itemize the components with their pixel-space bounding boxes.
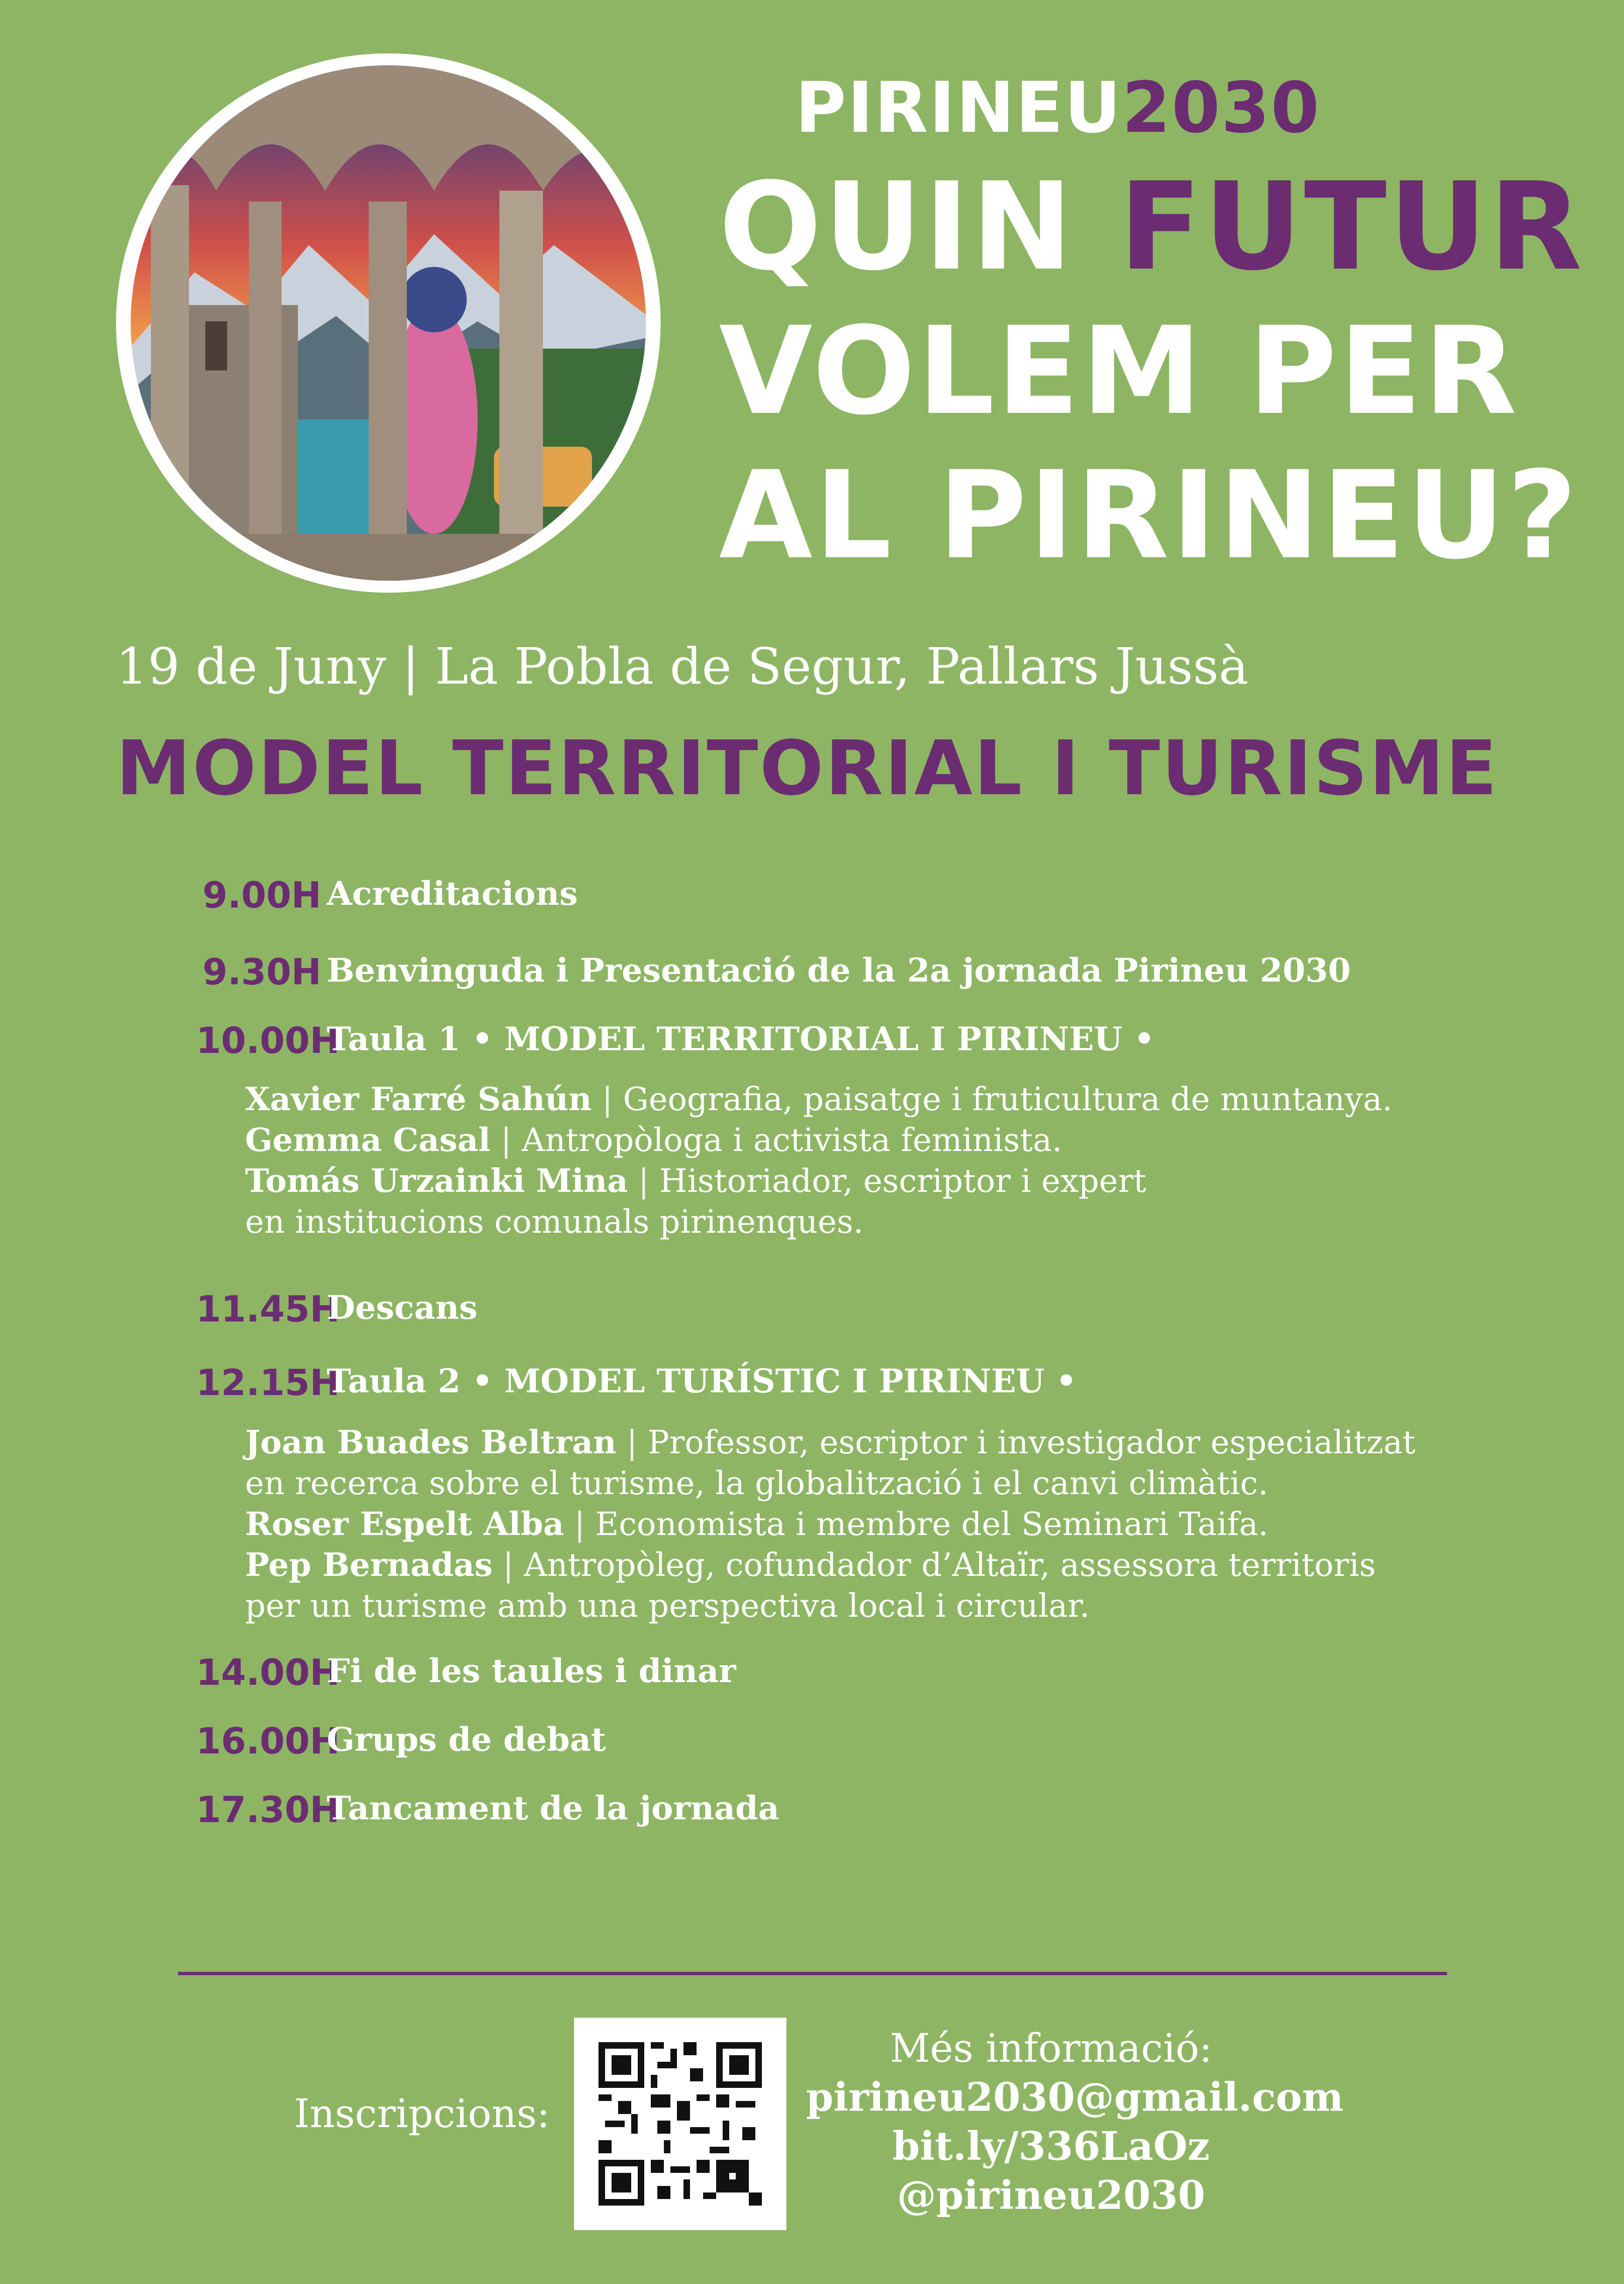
schedule-time: 9.00H	[202, 874, 321, 916]
schedule-item: Benvinguda i Presentació de la 2a jornada Pirineu 2030	[327, 952, 1351, 990]
schedule-time: 10.00H	[196, 1020, 340, 1062]
cloister-photo-collage	[116, 53, 661, 593]
headline-line-2: VOLEM PER	[719, 301, 1519, 442]
speaker-entry	[245, 1160, 1146, 1201]
speaker-name: Gemma Casal	[245, 1121, 491, 1159]
brand-name: PIRINEU	[795, 68, 1122, 149]
headline	[719, 155, 1617, 588]
speaker-name: Pep Bernadas	[245, 1546, 493, 1583]
speaker-name: Joan Buades Beltran	[245, 1423, 616, 1461]
more-info-label: Més informació:	[889, 2025, 1213, 2071]
footer-divider	[178, 1972, 1447, 1975]
speaker-description: Economista i membre del Seminari Taifa.	[595, 1505, 1269, 1543]
schedule-time: 12.15H	[196, 1362, 340, 1404]
speaker-entry	[245, 1119, 1062, 1160]
speaker-entry	[245, 1503, 1268, 1544]
schedule-time: 9.30H	[202, 951, 321, 993]
speaker-description-continued: per un turisme amb una perspectiva local i circular.	[245, 1587, 1090, 1624]
speaker-entry	[245, 1544, 1376, 1585]
speaker-description-continued: en institucions comunals pirinenques.	[245, 1203, 864, 1240]
schedule-time: 16.00H	[196, 1720, 340, 1762]
speaker-description: Professor, escriptor i investigador especialitzat	[648, 1423, 1416, 1461]
section-title: MODEL TERRITORIAL I TURISME	[116, 724, 1499, 812]
separator: |	[574, 1505, 585, 1543]
speaker-description-continued: en recerca sobre el turisme, la globalització i el canvi climàtic.	[245, 1464, 1268, 1502]
schedule-item-table-2: Taula 2 • MODEL TURÍSTIC I PIRINEU •	[327, 1362, 1077, 1400]
qr-code[interactable]	[574, 2018, 786, 2230]
schedule-item: Descans	[327, 1289, 478, 1327]
separator: |	[626, 1423, 638, 1461]
separator: |	[602, 1080, 613, 1118]
separator: |	[503, 1546, 514, 1583]
headline-futur: FUTUR	[1119, 157, 1585, 297]
headline-line-3: AL PIRINEU?	[719, 446, 1579, 586]
schedule-item-table-1: Taula 1 • MODEL TERRITORIAL I PIRINEU •	[327, 1020, 1155, 1058]
schedule-time: 14.00H	[196, 1652, 340, 1694]
contact-handle[interactable]: @pirineu2030	[897, 2172, 1205, 2218]
schedule-time: 11.45H	[196, 1288, 340, 1330]
contact-link[interactable]: bit.ly/336LaOz	[892, 2123, 1210, 2169]
speaker-description: Antropòloga i activista feminista.	[522, 1121, 1063, 1159]
speaker-entry	[245, 1422, 1415, 1463]
schedule-time: 17.30H	[196, 1789, 340, 1831]
speaker-name: Tomás Urzainki Mina	[245, 1162, 628, 1199]
speaker-entry	[245, 1079, 1393, 1119]
speaker-description: Geografia, paisatge i fruticultura de muntanya.	[622, 1080, 1393, 1118]
schedule-item: Fi de les taules i dinar	[327, 1652, 736, 1690]
schedule-item: Grups de debat	[327, 1721, 606, 1759]
schedule-item: Acreditacions	[327, 875, 578, 913]
schedule-item: Tancament de la jornada	[327, 1789, 779, 1828]
contact-info	[806, 2024, 1344, 2220]
event-dateline: 19 de Juny | La Pobla de Segur, Pallars Jussà	[116, 637, 1249, 696]
inscriptions-label: Inscripcions:	[294, 2091, 550, 2136]
brand-year: 2030	[1122, 68, 1321, 149]
separator: |	[500, 1121, 512, 1159]
speaker-name: Xavier Farré Sahún	[245, 1080, 592, 1118]
brand-logo	[795, 68, 1321, 149]
speaker-description: Antropòleg, cofundador d’Altaïr, assessora territoris	[523, 1546, 1376, 1583]
speaker-description: Historiador, escriptor i expert	[659, 1162, 1146, 1199]
contact-email[interactable]: pirineu2030@gmail.com	[806, 2074, 1344, 2120]
headline-quin: QUIN	[719, 157, 1119, 297]
speaker-name: Roser Espelt Alba	[245, 1505, 564, 1543]
separator: |	[638, 1162, 649, 1199]
